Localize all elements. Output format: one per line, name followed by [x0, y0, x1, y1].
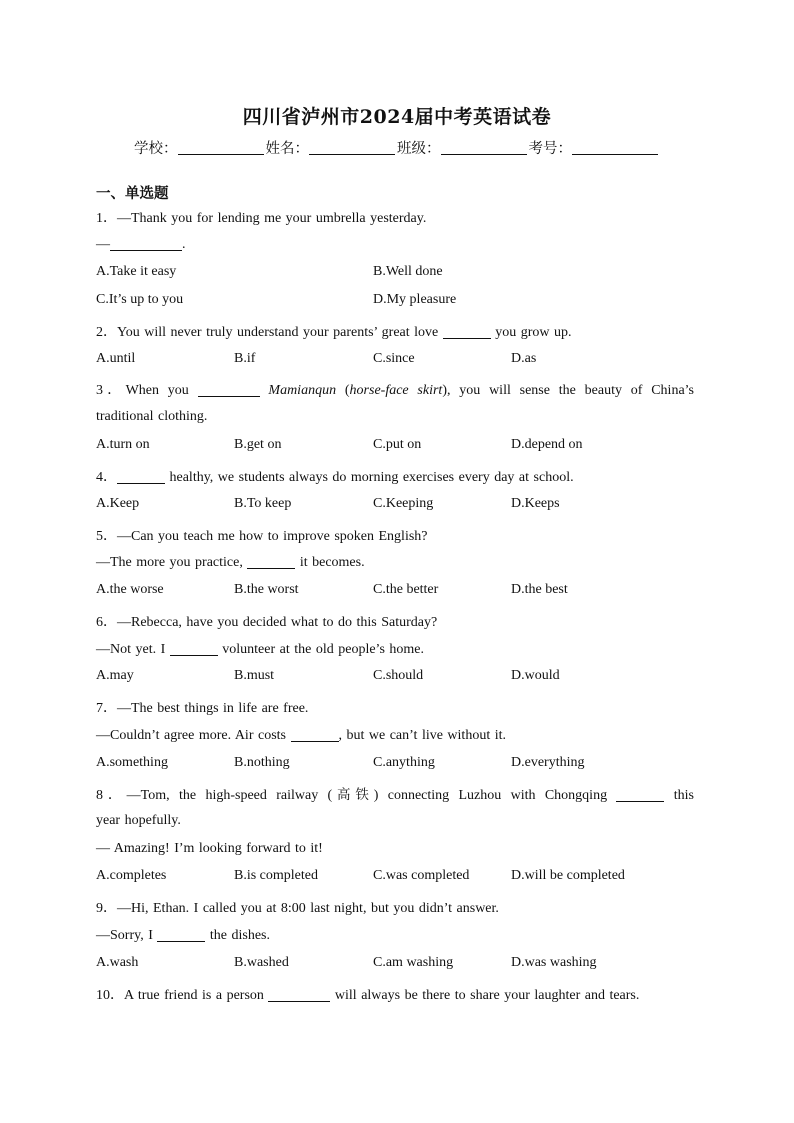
- section-title: 一、单选题: [96, 186, 169, 202]
- q3-option-a: A.turn on: [96, 437, 150, 452]
- question-7-text: 7．—The best things in life are free.: [96, 701, 309, 716]
- q7-option-d: D.everything: [511, 755, 585, 770]
- question-7-reply: —Couldn’t agree more. Air costs , but we can’t live without it.: [96, 728, 506, 743]
- school-blank: [178, 140, 264, 155]
- q8-option-a: A.completes: [96, 868, 167, 883]
- q9-option-a: A.wash: [96, 955, 139, 970]
- q4-option-c: C.Keeping: [373, 496, 434, 511]
- question-1-text: 1．—Thank you for lending me your umbrella yesterday.: [96, 211, 427, 226]
- q4-option-d: D.Keeps: [511, 496, 560, 511]
- q5-option-c: C.the better: [373, 582, 439, 597]
- page-title: 四川省泸州市2024届中考英语试卷: [242, 106, 552, 128]
- answer-blank: [291, 727, 339, 742]
- q1-option-d: D.My pleasure: [373, 292, 457, 307]
- q6-option-d: D.would: [511, 668, 560, 683]
- q4-option-a: A.Keep: [96, 496, 140, 511]
- q3-option-c: C.put on: [373, 437, 422, 452]
- question-6-text: 6．—Rebecca, have you decided what to do this Saturday?: [96, 615, 438, 630]
- q2-option-c: C.since: [373, 351, 415, 366]
- q6-option-a: A.may: [96, 668, 134, 683]
- question-9-text: 9．—Hi, Ethan. I called you at 8:00 last night, but you didn’t answer.: [96, 901, 499, 916]
- name-label: 姓名：: [265, 141, 309, 157]
- answer-blank: [117, 469, 165, 484]
- question-2-text: 2．You will never truly understand your parents’ great love you grow up.: [96, 325, 572, 340]
- q8-option-d: D.will be completed: [511, 868, 625, 883]
- question-5-reply: —The more you practice, it becomes.: [96, 555, 365, 570]
- question-3-continuation: traditional clothing.: [96, 409, 208, 424]
- name-blank: [309, 140, 395, 155]
- q8-option-b: B.is completed: [234, 868, 318, 883]
- q2-option-a: A.until: [96, 351, 136, 366]
- question-8-text: 8．—Tom, the high-speed railway (高铁) connecting Luzhou with Chongqing this: [96, 787, 694, 803]
- question-3-text: 3．When you Mamianqun (horse-face skirt), you will sense the beauty of China’s: [96, 383, 695, 398]
- q4-option-b: B.To keep: [234, 496, 292, 511]
- answer-blank: [110, 236, 182, 251]
- school-label: 学校：: [134, 141, 178, 157]
- q1-option-c: C.It’s up to you: [96, 292, 184, 307]
- question-1-reply: — .: [96, 237, 186, 252]
- question-8-reply: — Amazing! I’m looking forward to it!: [96, 841, 323, 856]
- q3-option-d: D.depend on: [511, 437, 583, 452]
- q9-option-c: C.am washing: [373, 955, 454, 970]
- answer-blank: [247, 554, 295, 569]
- q5-option-d: D.the best: [511, 582, 568, 597]
- class-label: 班级：: [397, 141, 441, 157]
- q2-option-d: D.as: [511, 351, 537, 366]
- q9-option-d: D.was washing: [511, 955, 597, 970]
- student-info-line: [0, 137, 794, 158]
- exam-number-blank: [572, 140, 658, 155]
- answer-blank: [170, 641, 218, 656]
- answer-blank: [443, 324, 491, 339]
- question-6-reply: —Not yet. I volunteer at the old people’s home.: [96, 642, 424, 657]
- q7-option-b: B.nothing: [234, 755, 290, 770]
- q3-option-b: B.get on: [234, 437, 282, 452]
- q2-option-b: B.if: [234, 351, 256, 366]
- q6-option-b: B.must: [234, 668, 275, 683]
- q8-option-c: C.was completed: [373, 868, 470, 883]
- q5-option-b: B.the worst: [234, 582, 299, 597]
- question-8-continuation: year hopefully.: [96, 813, 181, 828]
- question-10-text: 10．A true friend is a person will always be there to share your laughter and tears.: [96, 988, 640, 1003]
- q9-option-b: B.washed: [234, 955, 289, 970]
- answer-blank: [198, 382, 260, 397]
- q1-option-b: B.Well done: [373, 264, 443, 279]
- question-9-reply: —Sorry, I the dishes.: [96, 928, 270, 943]
- question-4-text: 4． healthy, we students always do morning exercises every day at school.: [96, 470, 574, 485]
- class-blank: [441, 140, 527, 155]
- q7-option-a: A.something: [96, 755, 168, 770]
- q5-option-a: A.the worse: [96, 582, 164, 597]
- question-5-text: 5．—Can you teach me how to improve spoken English?: [96, 529, 428, 544]
- q7-option-c: C.anything: [373, 755, 435, 770]
- answer-blank: [616, 787, 664, 802]
- answer-blank: [157, 927, 205, 942]
- q6-option-c: C.should: [373, 668, 424, 683]
- q1-option-a: A.Take it easy: [96, 264, 177, 279]
- exam-number-label: 考号：: [528, 141, 572, 157]
- answer-blank: [268, 987, 330, 1002]
